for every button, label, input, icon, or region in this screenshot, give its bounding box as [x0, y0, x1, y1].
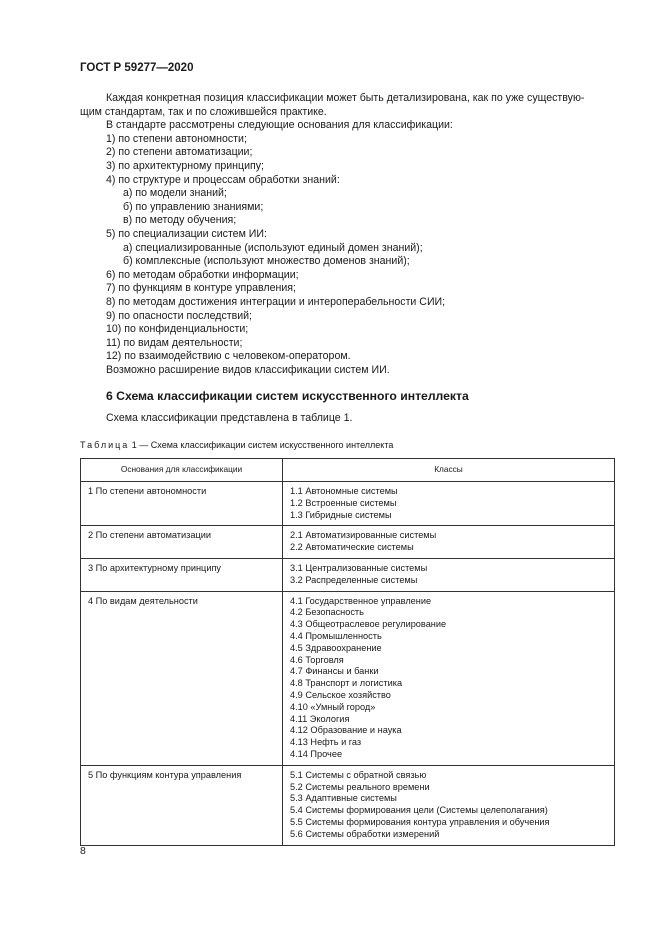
table-cell-classes — [283, 765, 615, 845]
class-item: 5.2 Системы реального времени — [290, 781, 430, 792]
list-item: б) комплексные (используют множество доменов знаний); — [123, 255, 410, 268]
closing-paragraph: Возможно расширение видов классификации систем ИИ. — [106, 363, 390, 376]
table-row — [81, 526, 615, 559]
table-caption — [80, 440, 393, 450]
body-text — [80, 92, 615, 377]
class-item: 1.1 Автономные системы — [290, 486, 398, 496]
section-title: 6 Схема классификации систем искусственного интеллекта — [106, 389, 469, 403]
class-item: 4.9 Сельское хозяйство — [290, 689, 391, 700]
list-item: 4) по структуре и процессам обработки знаний: — [106, 173, 340, 186]
list-item: 3) по архитектурному принципу; — [106, 159, 264, 172]
section-intro: Схема классификации представлена в таблице 1. — [106, 412, 353, 424]
class-item: 4.11 Экология — [290, 713, 350, 724]
list-item: в) по методу обучения; — [123, 214, 237, 227]
table-header-row — [81, 459, 615, 482]
table-header-classes: Классы — [283, 459, 615, 482]
table-row — [81, 558, 615, 591]
class-item: 4.2 Безопасность — [290, 607, 364, 618]
table-cell-classes — [283, 591, 615, 765]
class-item: 2.1 Автоматизированные системы — [290, 530, 437, 541]
table-row — [81, 765, 615, 845]
table-cell-classes — [283, 558, 615, 591]
table-row — [81, 482, 615, 526]
list-item: а) специализированные (используют единый домен знаний); — [123, 241, 423, 254]
document-header: ГОСТ Р 59277—2020 — [80, 62, 194, 74]
class-item: 4.8 Транспорт и логистика — [290, 678, 403, 689]
list-item: 11) по видам деятельности; — [106, 336, 243, 349]
class-item: 5.6 Системы обработки измерений — [290, 828, 440, 839]
class-item: 4.7 Финансы и банки — [290, 666, 379, 677]
intro-paragraph-continuation: щим стандартам, так и по сложившейся практике. — [80, 105, 327, 118]
table-body — [81, 482, 615, 846]
class-item: 4.4 Промышленность — [290, 630, 382, 641]
list-item: 1) по степени автономности; — [106, 132, 247, 145]
class-item: 4.12 Образование и наука — [290, 725, 402, 736]
list-item: 8) по методам достижения интеграции и интероперабельности СИИ; — [106, 295, 446, 308]
class-item: 5.5 Системы формирования контура управления и обучения — [290, 816, 550, 827]
table-cell-classes — [283, 482, 615, 526]
page-number: 8 — [80, 845, 86, 857]
table-cell-basis: 2 По степени автоматизации — [81, 526, 283, 559]
class-item: 3.2 Распределенные системы — [290, 574, 418, 585]
list-item: 2) по степени автоматизации; — [106, 146, 253, 159]
list-item: 12) по взаимодействию с человеком-оператором. — [106, 350, 351, 363]
table-row — [81, 591, 615, 765]
class-item: 4.1 Государственное управление — [290, 595, 432, 606]
class-item: 4.6 Торговля — [290, 654, 344, 665]
class-item: 4.14 Прочее — [290, 748, 343, 759]
class-item: 1.3 Гибридные системы — [290, 509, 392, 520]
list-item: а) по модели знаний; — [123, 187, 227, 200]
class-item: 4.13 Нефть и газ — [290, 737, 362, 748]
table-caption-text: 1 — Схема классификации систем искусственного интеллекта — [129, 440, 394, 450]
class-item: 5.3 Адаптивные системы — [290, 793, 397, 804]
intro-paragraph: Каждая конкретная позиция классификации может быть детализирована, как по уже существую- — [106, 92, 585, 104]
class-item: 4.10 «Умный город» — [290, 701, 376, 712]
table-cell-basis: 1 По степени автономности — [81, 482, 283, 526]
classification-table — [80, 458, 615, 846]
list-item: 7) по функциям в контуре управления; — [106, 282, 296, 295]
class-item: 4.5 Здравоохранение — [290, 642, 382, 653]
class-item: 5.1 Системы с обратной связью — [290, 769, 427, 780]
bases-list — [80, 133, 615, 364]
class-item: 2.2 Автоматические системы — [290, 542, 414, 553]
class-item: 1.2 Встроенные системы — [290, 497, 397, 508]
class-item: 4.3 Общеотраслевое регулирование — [290, 619, 447, 630]
table-cell-basis: 4 По видам деятельности — [81, 591, 283, 765]
list-item: б) по управлению знаниями; — [123, 200, 264, 213]
table-cell-basis: 3 По архитектурному принципу — [81, 558, 283, 591]
list-item: 5) по специализации систем ИИ: — [106, 227, 267, 240]
class-item: 5.4 Системы формирования цели (Системы целеполагания) — [290, 805, 548, 816]
table-header-basis: Основания для классификации — [81, 459, 283, 482]
list-item: 9) по опасности последствий; — [106, 309, 253, 322]
table-caption-word: Таблица — [80, 440, 130, 450]
bases-intro: В стандарте рассмотрены следующие основания для классификации: — [106, 119, 453, 132]
table-cell-basis: 5 По функциям контура управления — [81, 765, 283, 845]
class-item: 3.1 Централизованные системы — [290, 562, 428, 573]
table-cell-classes — [283, 526, 615, 559]
list-item: 6) по методам обработки информации; — [106, 268, 299, 281]
list-item: 10) по конфиденциальности; — [106, 323, 249, 336]
